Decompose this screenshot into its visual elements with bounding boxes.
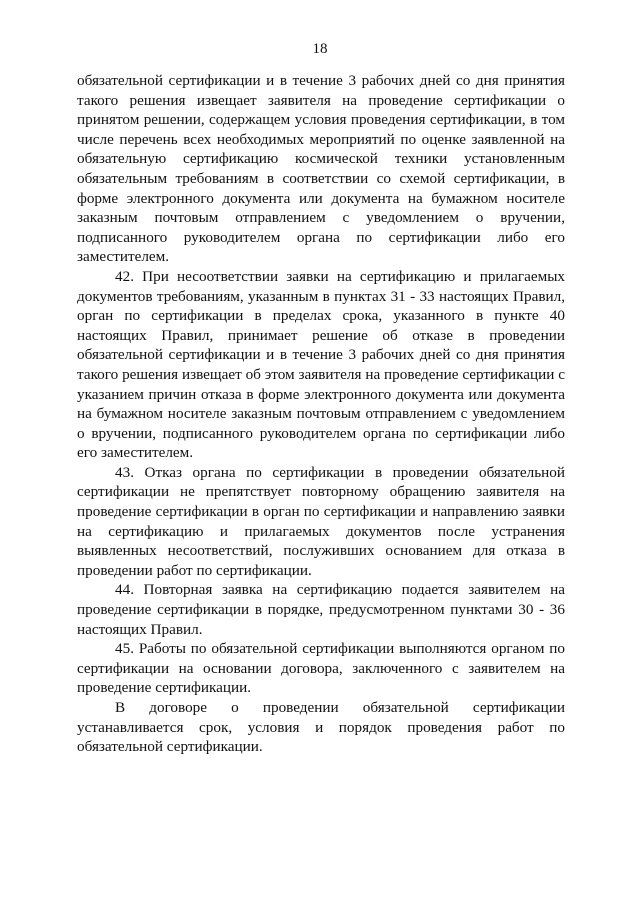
paragraph-44: 44. Повторная заявка на сертификацию подается заявителем на проведение сертификации в порядке, предусмотренном пунктами 30 - 36 настоящих Правил.	[77, 581, 565, 638]
paragraph-continued: обязательной сертификации и в течение 3 рабочих дней со дня принятия такого решения извещает заявителя на проведение сертификации о принятом решении, содержащем условия проведения сертификации, в том числе перечень всех необходимых мероприятий по оценке заявленной на обязательную сертификацию космической техники установленным обязательным требованиям в соответствии со схемой сертификации, в форме электронного документа или документа на бумажном носителе заказным почтовым отправлением с уведомлением о вручении, подписанного руководителем органа по сертификации либо его заместителем.	[77, 72, 565, 266]
document-body	[77, 71, 565, 757]
paragraph-45-contract: В договоре о проведении обязательной сертификации устанавливается срок, условия и порядок проведения работ по обязательной сертификации.	[77, 699, 565, 756]
paragraph-42: 42. При несоответствии заявки на сертификацию и прилагаемых документов требованиям, указанным в пунктах 31 - 33 настоящих Правил, орган по сертификации в пределах срока, указанного в пункте 40 настоящих Правил, принимает решение об отказе в проведении обязательной сертификации и в течение 3 рабочих дней со дня принятия такого решения извещает об этом заявителя на проведение сертификации с указанием причин отказа в форме электронного документа или документа на бумажном носителе заказным почтовым отправлением с уведомлением о вручении, подписанного руководителем органа по сертификации либо его заместителем.	[77, 267, 565, 462]
paragraph-45: 45. Работы по обязательной сертификации выполняются органом по сертификации на основании договора, заключенного с заявителем на проведение сертификации.	[77, 640, 565, 697]
page-number: 18	[312, 41, 328, 57]
paragraph-43: 43. Отказ органа по сертификации в проведении обязательной сертификации не препятствует повторному обращению заявителя на проведение сертификации в орган по сертификации и направлению заявки на сертификацию и прилагаемых документов после устранения выявленных несоответствий, послуживших основанием для отказа в проведении работ по сертификации.	[77, 463, 565, 579]
